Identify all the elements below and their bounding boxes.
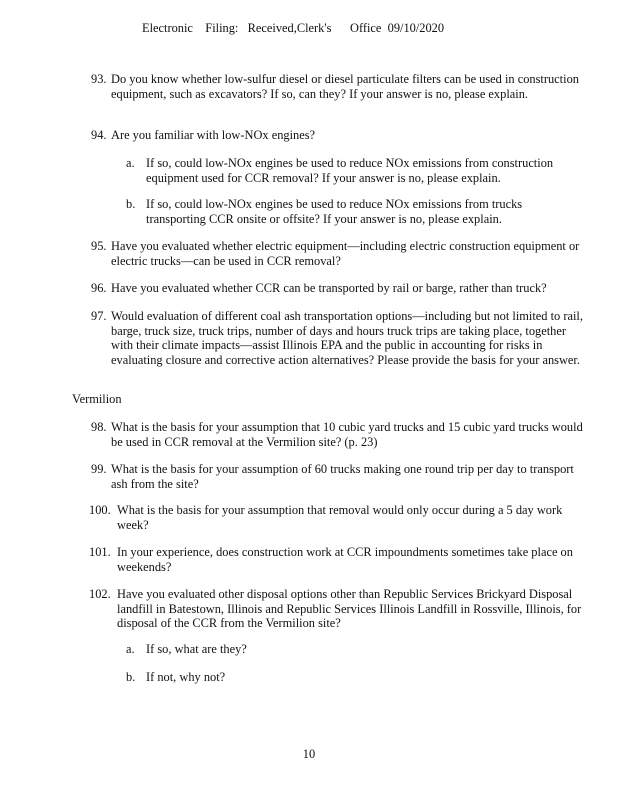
- question-text: Have you evaluated whether CCR can be transported by rail or barge, rather than truck?: [111, 281, 547, 295]
- question-number: 99.: [91, 462, 107, 476]
- sub-item-letter: a.: [126, 156, 135, 170]
- question-number: 96.: [91, 281, 107, 295]
- question-100: [89, 503, 589, 532]
- question-96: [91, 281, 591, 296]
- page-number: 10: [302, 747, 316, 761]
- question-number: 101.: [89, 545, 111, 559]
- sub-item-letter: b.: [126, 197, 136, 211]
- question-text: What is the basis for your assumption that 10 cubic yard trucks and 15 cubic yard trucks would be used in CCR removal at the Vermilion site? (p. 23): [111, 420, 583, 449]
- question-number: 94.: [91, 128, 107, 142]
- filing-header: Electronic Filing: Received,Clerk's Office 09/10/2020: [142, 21, 445, 35]
- question-text: Do you know whether low-sulfur diesel or diesel particulate filters can be used in construction equipment, such as excavators? If so, can they? If your answer is no, please explain.: [111, 72, 579, 101]
- question-102: [89, 587, 589, 631]
- question-95: [91, 239, 591, 268]
- question-number: 98.: [91, 420, 107, 434]
- question-number: 102.: [89, 587, 111, 601]
- question-94-sub-a: [126, 156, 556, 185]
- question-101: [89, 545, 589, 574]
- sub-item-text: If so, could low-NOx engines be used to reduce NOx emissions from trucks transporting CCR onsite or offsite? If your answer is no, please explain.: [146, 197, 523, 226]
- question-number: 93.: [91, 72, 107, 86]
- question-98: [91, 420, 591, 449]
- question-94-sub-b: [126, 197, 556, 226]
- question-number: 100.: [89, 503, 111, 517]
- sub-item-letter: a.: [126, 642, 135, 656]
- question-text: In your experience, does construction work at CCR impoundments sometimes take place on weekends?: [117, 545, 573, 574]
- question-94: [91, 128, 591, 143]
- question-number: 97.: [91, 309, 107, 323]
- sub-item-letter: b.: [126, 670, 136, 684]
- question-102-sub-b: [126, 670, 556, 685]
- section-heading: Vermilion: [72, 392, 122, 406]
- question-99: [91, 462, 591, 491]
- question-text: Have you evaluated whether electric equipment—including electric construction equipment or electric trucks—can be used in CCR removal?: [111, 239, 580, 268]
- question-text: Would evaluation of different coal ash transportation options—including but not limited to rail, barge, truck size, truck trips, number of days and hours truck trips are taking place, together with their climate impacts—assist Illinois EPA and the public in accounting for risks in evaluating closure and corrective action alternatives? Please provide the basis for your answer.: [111, 309, 583, 367]
- sub-item-text: If so, could low-NOx engines be used to reduce NOx emissions from construction equipment used for CCR removal? If your answer is no, please explain.: [146, 156, 554, 185]
- question-93: [91, 72, 591, 101]
- sub-item-text: If so, what are they?: [146, 642, 247, 656]
- question-97: [91, 309, 591, 367]
- question-number: 95.: [91, 239, 107, 253]
- question-102-sub-a: [126, 642, 556, 657]
- question-text: Have you evaluated other disposal options other than Republic Services Brickyard Disposal landfill in Batestown, Illinois and Republic Services Illinois Landfill in Rossville, Illinois, for disposal of the CCR from the Vermilion site?: [117, 587, 582, 631]
- question-text: Are you familiar with low-NOx engines?: [111, 128, 316, 142]
- question-text: What is the basis for your assumption of 60 trucks making one round trip per day to transport ash from the site?: [111, 462, 574, 491]
- question-text: What is the basis for your assumption that removal would only occur during a 5 day work week?: [117, 503, 563, 532]
- sub-item-text: If not, why not?: [146, 670, 226, 684]
